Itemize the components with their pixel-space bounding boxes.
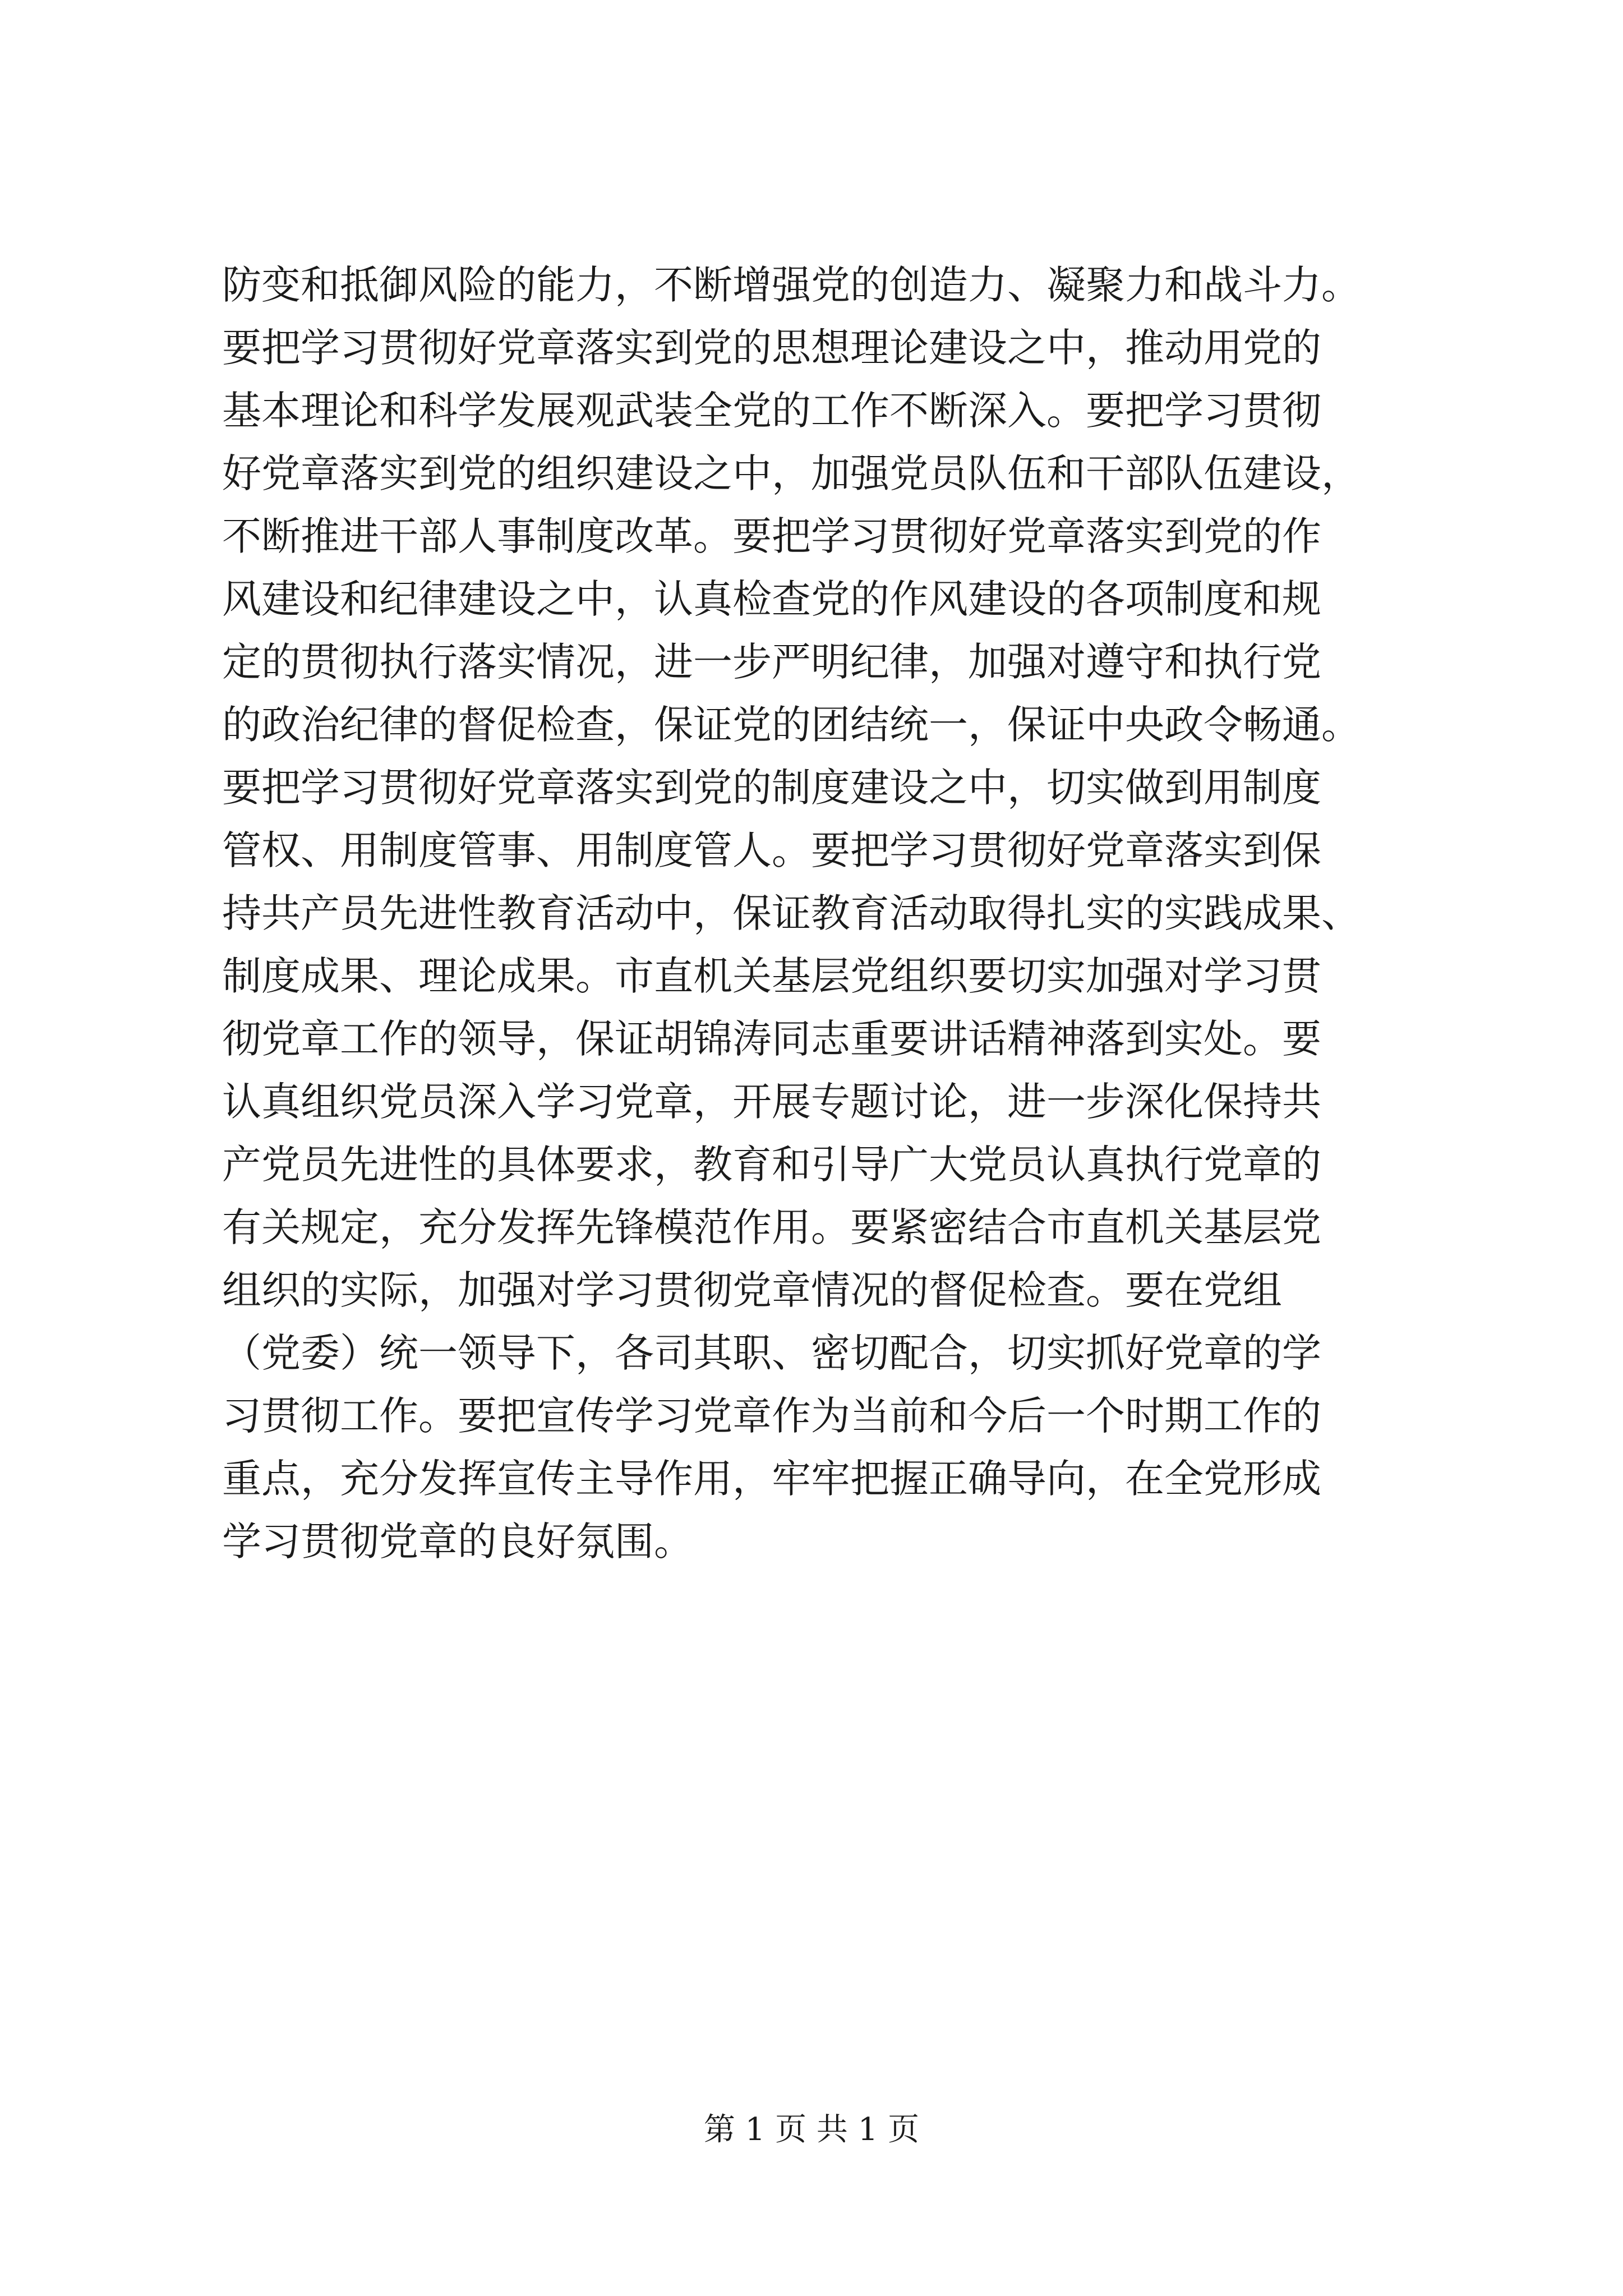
text-line: 习贯彻工作。要把宣传学习党章作为当前和今后一个时期工作的 bbox=[222, 1393, 1321, 1439]
text-line: 要把学习贯彻好党章落实到党的制度建设之中，切实做到用制度 bbox=[222, 765, 1321, 811]
text-line: （党委）统一领导下，各司其职、密切配合，切实抓好党章的学 bbox=[222, 1330, 1321, 1376]
text-line: 重点，充分发挥宣传主导作用，牢牢把握正确导向，在全党形成 bbox=[222, 1456, 1321, 1502]
body-text bbox=[222, 254, 1405, 1573]
page-footer bbox=[0, 2110, 1623, 2150]
text-line: 有关规定，充分发挥先锋模范作用。要紧密结合市直机关基层党 bbox=[222, 1204, 1321, 1250]
text-line: 基本理论和科学发展观武装全党的工作不断深入。要把学习贯彻 bbox=[222, 388, 1321, 434]
text-line: 风建设和纪律建设之中，认真检查党的作风建设的各项制度和规 bbox=[222, 576, 1321, 622]
text-line: 制度成果、理论成果。市直机关基层党组织要切实加强对学习贯 bbox=[222, 953, 1321, 999]
text-line: 不断推进干部人事制度改革。要把学习贯彻好党章落实到党的作 bbox=[222, 513, 1321, 559]
text-line: 产党员先进性的具体要求，教育和引导广大党员认真执行党章的 bbox=[222, 1142, 1321, 1188]
page-indicator: 第 1 页 共 1 页 bbox=[703, 2111, 920, 2148]
text-line: 好党章落实到党的组织建设之中，加强党员队伍和干部队伍建设， bbox=[222, 450, 1361, 496]
text-line: 学习贯彻党章的良好氛围。 bbox=[222, 1519, 693, 1565]
text-line: 的政治纪律的督促检查，保证党的团结统一，保证中央政令畅通。 bbox=[222, 702, 1361, 748]
text-line: 管权、用制度管事、用制度管人。要把学习贯彻好党章落实到保 bbox=[222, 827, 1321, 873]
text-line: 认真组织党员深入学习党章，开展专题讨论，进一步深化保持共 bbox=[222, 1079, 1321, 1125]
text-line: 防变和抵御风险的能力，不断增强党的创造力、凝聚力和战斗力。 bbox=[222, 262, 1361, 308]
text-line: 组织的实际，加强对学习贯彻党章情况的督促检查。要在党组 bbox=[222, 1267, 1282, 1313]
text-line: 持共产员先进性教育活动中，保证教育活动取得扎实的实践成果、 bbox=[222, 890, 1361, 936]
text-line: 要把学习贯彻好党章落实到党的思想理论建设之中，推动用党的 bbox=[222, 325, 1321, 371]
text-line: 彻党章工作的领导，保证胡锦涛同志重要讲话精神落到实处。要 bbox=[222, 1016, 1321, 1062]
text-line: 定的贯彻执行落实情况，进一步严明纪律，加强对遵守和执行党 bbox=[222, 639, 1321, 685]
